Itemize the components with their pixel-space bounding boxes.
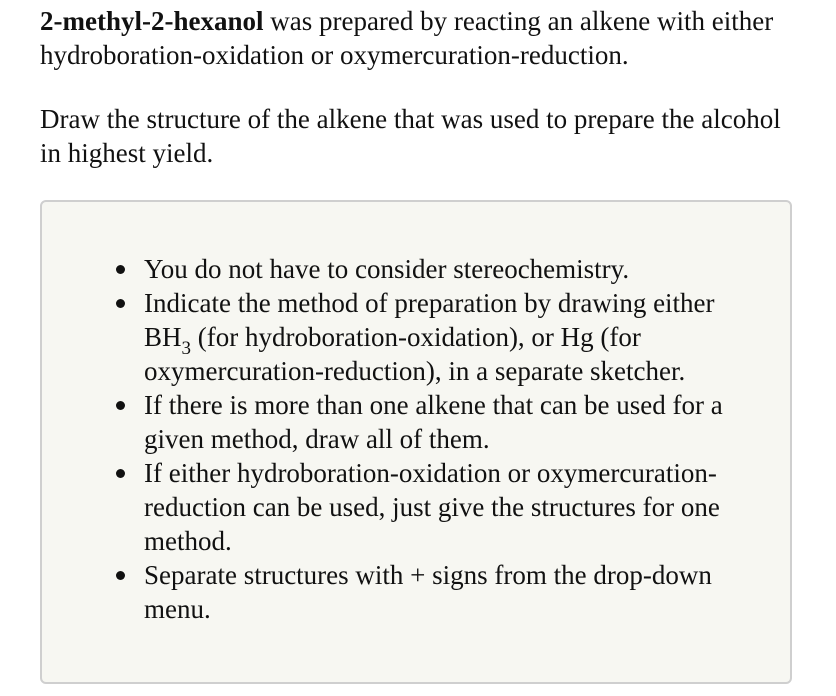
instructions-box [40,200,792,684]
instruction-item-text: If either hydroboration-oxidation or oxymercuration-reduction can be used, just give the structures for one method. [144,458,720,556]
instruction-item-method [114,286,754,388]
compound-name: 2-methyl-2-hexanol [40,6,264,36]
question-instruction: Draw the structure of the alkene that was used to prepare the alcohol in highest yield. [40,104,781,168]
question-statement-rest: was prepared by reacting an alkene with either hydroboration-oxidation or oxymercuration-reduction. [40,6,774,70]
instruction-item-text: You do not have to consider stereochemistry. [144,254,630,284]
instruction-item-either-method [114,456,754,558]
instruction-item-text: If there is more than one alkene that can be used for a given method, draw all of them. [144,390,723,454]
question-text [40,4,800,170]
question-statement [40,4,800,72]
instruction-item-multiple-alkenes [114,388,754,456]
instruction-item-text: Separate structures with + signs from the drop-down menu. [144,560,712,624]
instruction-item-separate [114,558,754,626]
instructions-list [114,252,754,626]
subscript-three: 3 [181,338,192,359]
instruction-item-text: Indicate the method of preparation by drawing either BH [144,288,715,352]
instruction-item-stereochemistry [114,252,754,286]
instruction-item-text-cont: (for hydroboration-oxidation), or Hg (for oxymercuration-reduction), in a separate sketcher. [144,322,686,386]
